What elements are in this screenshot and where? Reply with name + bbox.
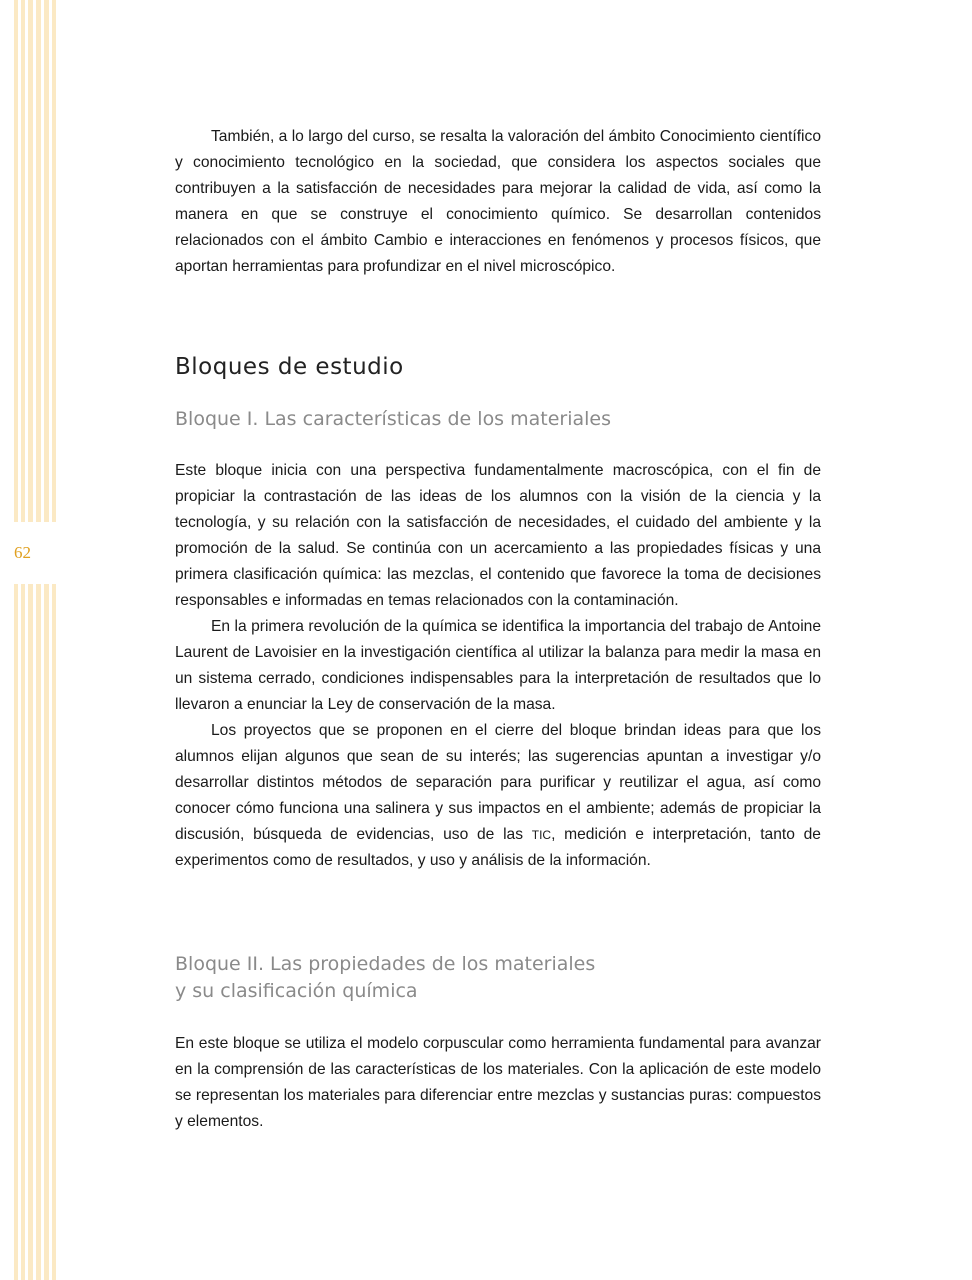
bloque2-title-line1: Bloque II. Las propiedades de los materiales: [175, 953, 596, 975]
page-content: [175, 124, 821, 1135]
margin-stripe: [52, 0, 56, 1280]
margin-stripe: [21, 0, 25, 1280]
section-title: Bloques de estudio: [175, 354, 404, 380]
bloque1-title: Bloque I. Las características de los materiales: [175, 408, 612, 430]
page-number: 62: [14, 543, 31, 562]
bloque2-paragraph-1: En este bloque se utiliza el modelo corpuscular como herramienta fundamental para avanzar en la comprensión de las características de los materiales. Con la aplicación de este modelo se representan los materiales para diferenciar entre mezclas y sustancias puras: compuestos y elementos.: [175, 1035, 821, 1130]
margin-stripe: [44, 0, 49, 1280]
margin-stripe: [14, 0, 18, 1280]
margin-stripe: [28, 0, 33, 1280]
bloque1-paragraph-3: [175, 718, 821, 874]
bloque1-paragraph-1: Este bloque inicia con una perspectiva fundamentalmente macroscópica, con el fin de propiciar la contrastación de las ideas de los alumnos con la visión de la ciencia y la tecnología, y su relación con la satisfacción de necesidades, el cuidado del ambiente y la promoción de la salud. Se continúa con un acercamiento a las propiedades físicas y una primera clasificación química: las mezclas, el contenido que favorece la toma de decisiones responsables e informadas en temas relacionados con la contaminación.: [175, 462, 821, 609]
margin-stripe: [36, 0, 41, 1280]
bloque2-title: [175, 951, 821, 1005]
bloque1-paragraph-2: En la primera revolución de la química se identifica la importancia del trabajo de Antoine Laurent de Lavoisier en la investigación científica al utilizar la balanza para medir la masa en un sistema cerrado, condiciones indispensables para la interpretación de resultados que lo llevaron a enunciar la Ley de conservación de la masa.: [175, 618, 821, 713]
bloque1-p3-text-end: , medición e interpretación, tanto de experimentos como de resultados, y uso y análisis de la información.: [175, 826, 821, 869]
margin-stripes: [0, 0, 60, 1280]
bloque2-title-line2: y su clasificación química: [175, 980, 418, 1002]
bloque1-p3-text: Los proyectos que se proponen en el cierre del bloque brindan ideas para que los alumnos elijan algunos que sean de su interés; las sugerencias apuntan a investigar y/o desarrollar distintos métodos de separación para purificar y reutilizar el agua, así como conocer cómo funciona una salinera y sus impactos en el ambiente; además de propiciar la discusión, búsqueda de evidencias, uso de las: [175, 722, 821, 843]
tic-abbreviation: TIC: [531, 828, 552, 842]
intro-paragraph: También, a lo largo del curso, se resalta la valoración del ámbito Conocimiento científico y conocimiento tecnológico en la sociedad, que considera los aspectos sociales que contribuyen a la satisfacción de necesidades para mejorar la calidad de vida, así como la manera en que se construye el conocimiento químico. Se desarrollan contenidos relacionados con el ámbito Cambio e interacciones en fenómenos y procesos físicos, que aportan herramientas para profundizar en el nivel microscópico.: [175, 128, 821, 275]
